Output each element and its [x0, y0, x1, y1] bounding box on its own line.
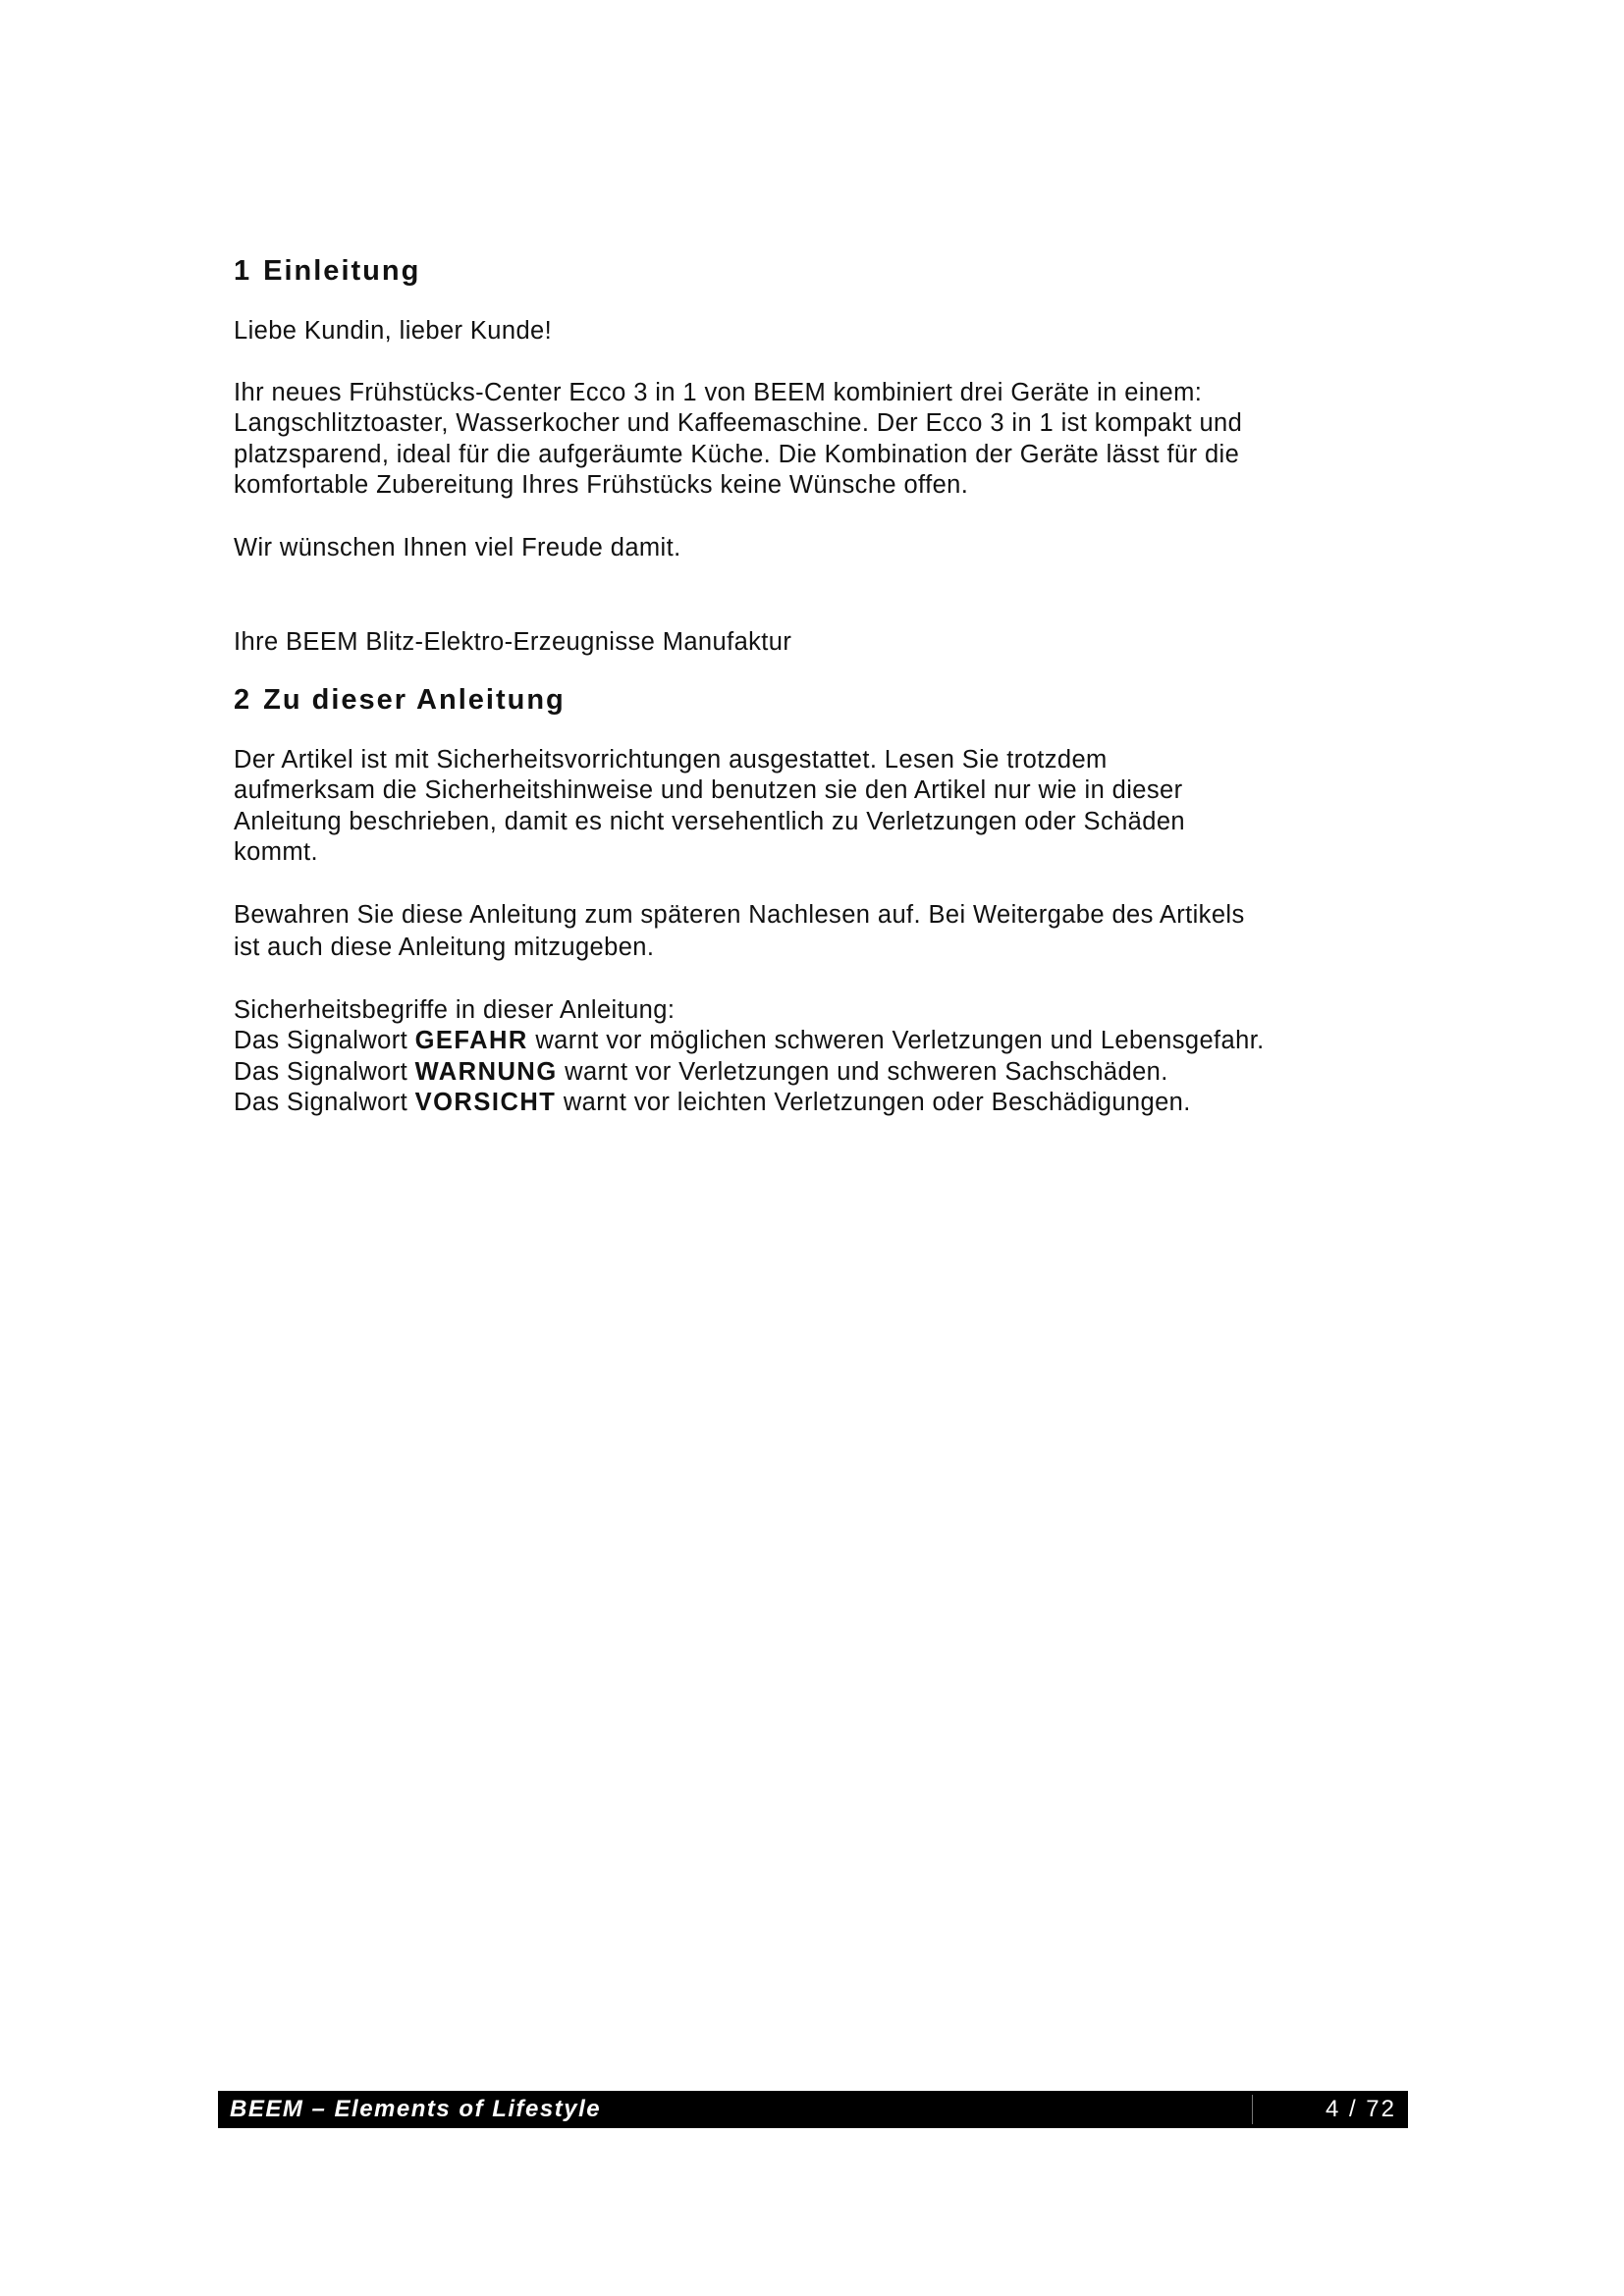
intro-line: Ihr neues Frühstücks-Center Ecco 3 in 1 von BEEM kombiniert drei Geräte in einem:	[234, 378, 1203, 406]
footer-divider	[1252, 2095, 1253, 2124]
safety-paragraph	[234, 745, 1402, 869]
keep-line: ist auch diese Anleitung mitzugeben.	[234, 934, 655, 961]
greeting: Liebe Kundin, lieber Kunde!	[234, 317, 553, 345]
signal-text-warnung: warnt vor Verletzungen und schweren Sachschäden.	[565, 1057, 1168, 1086]
signal-text-gefahr: warnt vor möglichen schweren Verletzungen und Lebensgefahr.	[535, 1027, 1265, 1054]
signal-terms-block	[234, 995, 1402, 1119]
section-2-title: Zu dieser Anleitung	[263, 683, 566, 716]
safety-line: Der Artikel ist mit Sicherheitsvorrichtungen ausgestattet. Lesen Sie trotzdem	[234, 745, 1108, 774]
section-1-number: 1	[234, 255, 252, 287]
safety-line: kommt.	[234, 838, 318, 866]
signal-word-vorsicht: VORSICHT	[414, 1089, 557, 1116]
safety-line: aufmerksam die Sicherheitshinweise und benutzen sie den Artikel nur wie in dieser	[234, 776, 1183, 804]
signal-line-gefahr	[234, 1026, 1402, 1057]
signal-line-warnung	[234, 1057, 1402, 1089]
section-2-heading	[234, 680, 1402, 720]
section-1-heading	[234, 251, 1402, 291]
keep-line: Bewahren Sie diese Anleitung zum späteren Nachlesen auf. Bei Weitergabe des Artikels	[234, 900, 1245, 929]
signal-prefix: Das Signalwort	[234, 1027, 408, 1054]
signal-text-vorsicht: warnt vor leichten Verletzungen oder Beschädigungen.	[563, 1089, 1191, 1116]
signature: Ihre BEEM Blitz-Elektro-Erzeugnisse Manufaktur	[234, 628, 792, 656]
signal-word-warnung: WARNUNG	[414, 1057, 558, 1086]
intro-line: komfortable Zubereitung Ihres Frühstücks keine Wünsche offen.	[234, 471, 969, 499]
safety-line: Anleitung beschrieben, damit es nicht versehentlich zu Verletzungen oder Schäden	[234, 807, 1186, 835]
keep-paragraph	[234, 900, 1402, 964]
wish-text: Wir wünschen Ihnen viel Freude damit.	[234, 533, 681, 561]
section-2-number: 2	[234, 683, 252, 716]
intro-line: platzsparend, ideal für die aufgeräumte Küche. Die Kombination der Geräte lässt für die	[234, 440, 1240, 468]
signal-word-gefahr: GEFAHR	[414, 1027, 528, 1054]
intro-line: Langschlitztoaster, Wasserkocher und Kaffeemaschine. Der Ecco 3 in 1 ist kompakt und	[234, 409, 1243, 437]
footer-brand: BEEM – Elements of Lifestyle	[230, 2096, 602, 2122]
section-1-title: Einleitung	[263, 255, 421, 287]
page-footer	[218, 2091, 1408, 2128]
intro-paragraph	[234, 378, 1402, 502]
page-number: 4 / 72	[1325, 2096, 1396, 2122]
page-content	[234, 251, 1402, 1119]
signal-prefix: Das Signalwort	[234, 1057, 408, 1086]
signal-line-vorsicht	[234, 1088, 1402, 1119]
terms-heading: Sicherheitsbegriffe in dieser Anleitung:	[234, 995, 676, 1024]
signal-prefix: Das Signalwort	[234, 1089, 408, 1116]
